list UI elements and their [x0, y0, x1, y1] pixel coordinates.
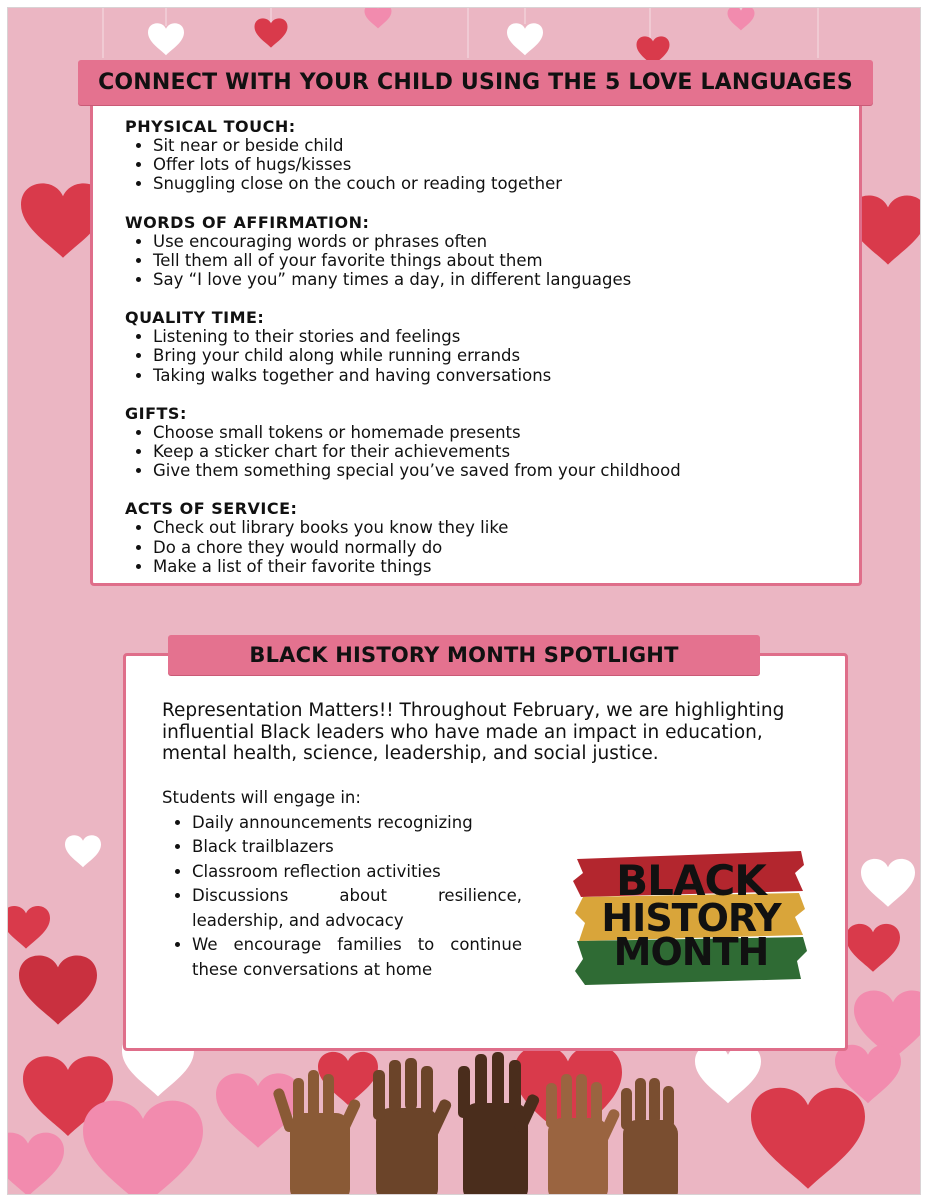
engage-list: [162, 811, 522, 983]
heart-icon: [148, 23, 184, 55]
section-words-of-affirmation: [125, 213, 825, 290]
section-title: QUALITY TIME:: [125, 308, 265, 328]
heart-icon: [65, 835, 101, 867]
newsletter-page: [7, 7, 921, 1195]
list-item: • Offer lots of hugs/kisses: [153, 155, 825, 174]
list-item: • Bring your child along while running errands: [153, 346, 825, 365]
heart-icon: [8, 1133, 64, 1194]
section-list: [125, 136, 825, 194]
section-list: [125, 423, 825, 481]
bhm-logo: [573, 851, 808, 991]
heart-icon: [728, 8, 755, 30]
list-item: • Say “I love you” many times a day, in different languages: [153, 270, 825, 289]
love-languages-content: [125, 117, 825, 595]
heart-icon: [255, 18, 288, 47]
list-item: • Do a chore they would normally do: [153, 538, 825, 557]
heart-icon: [861, 859, 915, 907]
list-item: • Sit near or beside child: [153, 136, 825, 155]
list-item: • Use encouraging words or phrases often: [153, 232, 825, 251]
logo-line-1: BLACK: [616, 856, 766, 905]
bhm-spotlight-banner: BLACK HISTORY MONTH SPOTLIGHT: [168, 635, 760, 675]
section-quality-time: [125, 308, 825, 385]
heart-icon: [19, 955, 97, 1024]
list-item: • Check out library books you know they like: [153, 518, 825, 537]
section-title: GIFTS:: [125, 403, 187, 423]
list-item: • Give them something special you’ve saved from your childhood: [153, 461, 825, 480]
list-item: • Make a list of their favorite things: [153, 557, 825, 576]
section-title: ACTS OF SERVICE:: [125, 499, 298, 519]
section-acts-of-service: [125, 499, 825, 576]
heart-icon: [83, 1101, 203, 1194]
list-item: • Black trailblazers: [192, 835, 522, 860]
logo-line-3: MONTH: [613, 930, 769, 974]
list-item: • Taking walks together and having conversations: [153, 366, 825, 385]
love-languages-card: [90, 88, 862, 586]
list-item: • Snuggling close on the couch or reading together: [153, 174, 825, 193]
section-physical-touch: [125, 117, 825, 194]
logo-line-2: HISTORY: [601, 896, 781, 940]
heart-icon: [846, 924, 900, 972]
list-item: • Tell them all of your favorite things about them: [153, 251, 825, 270]
section-list: [125, 518, 825, 576]
heart-icon: [751, 1088, 865, 1189]
bhm-intro: Representation Matters!! Throughout February, we are highlighting influential Black leaders who have made an impact in education, mental health, science, leadership, and social justice.: [162, 700, 785, 764]
heart-icon: [695, 1045, 761, 1104]
heart-icon: [8, 906, 50, 949]
section-title: WORDS OF AFFIRMATION:: [125, 212, 370, 232]
bhm-spotlight-card: [123, 653, 848, 1051]
section-gifts: [125, 404, 825, 481]
section-title: PHYSICAL TOUCH:: [125, 117, 296, 136]
heart-icon: [507, 23, 543, 55]
engage-label: Students will engage in:: [162, 787, 361, 807]
list-item: • Keep a sticker chart for their achievements: [153, 442, 825, 461]
list-item: • Discussions about resilience, leadership, and advocacy: [192, 884, 522, 933]
love-languages-banner: CONNECT WITH YOUR CHILD USING THE 5 LOVE LANGUAGES: [78, 60, 873, 105]
section-list: [125, 327, 825, 385]
section-list: [125, 232, 825, 290]
list-item: • Daily announcements recognizing: [192, 811, 522, 836]
list-item: • We encourage families to continue these conversations at home: [192, 933, 522, 982]
list-item: • Choose small tokens or homemade presents: [153, 423, 825, 442]
list-item: • Classroom reflection activities: [192, 860, 522, 885]
list-item: • Listening to their stories and feelings: [153, 327, 825, 346]
heart-icon: [365, 8, 392, 28]
